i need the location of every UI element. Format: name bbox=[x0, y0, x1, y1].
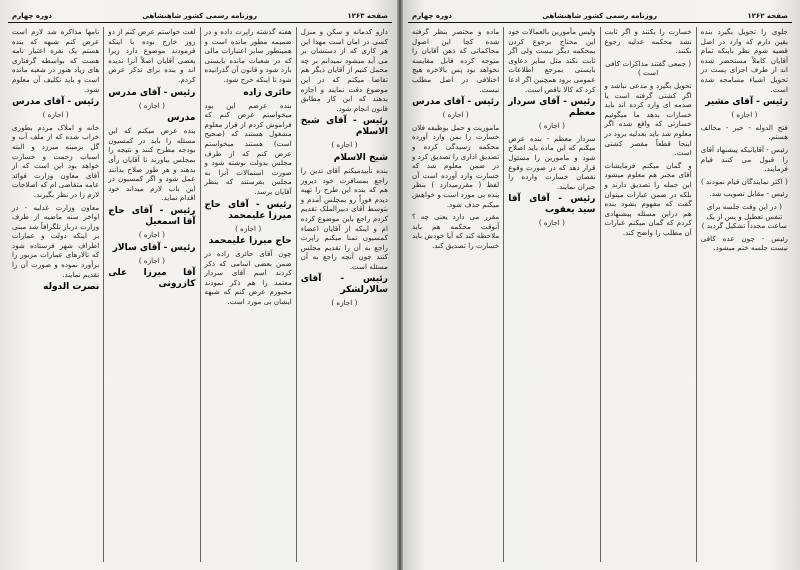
parenthetical-note: ( اجازه ) bbox=[442, 110, 469, 120]
paragraph: خسارت را بکنند و اگر ثابت نشد محکمه عدلیه رجوع بکنند. bbox=[604, 27, 692, 56]
speaker-heading: رئیس - آقای مشیر bbox=[705, 97, 788, 108]
speaker-heading: رئیس - آقای مدرس bbox=[108, 87, 196, 98]
page-columns bbox=[408, 27, 792, 562]
speaker-heading: رئیس - آقای سالارلشکر bbox=[300, 274, 388, 296]
speaker-heading: رئیس - آقای مدرس bbox=[412, 97, 500, 108]
page-number: صفحه ۱۲۶۳ bbox=[347, 12, 388, 20]
paragraph: سردار معظم - بنده عرض میکنم که این ماده باید اصلاح شود و مامورین را مسئول قرار دهد که در صورت وقوع نقصان خسارت وارده را جبران نمایند. bbox=[508, 133, 596, 191]
speaker-heading: شیخ الاسلام bbox=[333, 152, 388, 163]
speaker-heading: رئیس - آقای حاج میرزا علیمحمد bbox=[204, 199, 292, 221]
speaker-heading: رئیس - آقای حاج آقا اسمعیل bbox=[108, 205, 196, 227]
speaker-heading: رئیس - آقای سردار معظم bbox=[508, 97, 596, 119]
speaker-heading: نصرت الدوله bbox=[43, 282, 100, 293]
newspaper-title: روزنامه رسمی کشور شاهنشاهی bbox=[142, 12, 258, 20]
speaker-heading: حاج میرزا علیمحمد bbox=[208, 236, 292, 247]
paragraph: ماده و مختصر بنظر گرفته شده کجا این اصول محاکماتی که ذهن آقایان را متوجه کرده قابل مقایسه نخواهد بود پس بالاخره هیچ اختلافی در اصل مطلب نیست. bbox=[412, 27, 500, 94]
parenthetical-note: ( اجازه ) bbox=[138, 229, 165, 239]
parenthetical-note: ( اجازه ) bbox=[138, 255, 165, 265]
parenthetical-note: ( اجازه ) bbox=[42, 110, 69, 120]
parenthetical-note: ( اجازه ) bbox=[538, 218, 565, 228]
paragraph: معاون وزارت عدلیه - در اواخر سنه ماضیه از طرف وزارت دربار تلگرافاً شد مبنی بر اینکه دولت و عمارات اطراف شهر فرستاده شود که تالارهای عمارات مزبور را برآورد نموده و صورت آن را تقدیم نمایند. bbox=[12, 202, 100, 279]
parenthetical-note: ( اکثر نمایندگان قیام نمودند ) bbox=[700, 176, 788, 186]
page-header bbox=[408, 6, 792, 23]
paragraph: فتح الدوله - خیر - مخالف هستم. bbox=[700, 122, 788, 142]
text-column bbox=[503, 27, 599, 562]
parenthetical-note: ( اجازه ) bbox=[538, 121, 565, 131]
paragraph: ولیس مأمورین بالعمالات خود این محتاج برجوع کردن بمحکمه دیگر نیست ولی اگر ثابت نکند مثل سایر دعاوی بایستی بمرجع اطلاعات عمومی برود همچنین اگر ادعا کرد که کالا ناقص است. bbox=[508, 27, 596, 94]
paragraph: نامها مذاکره شد لازم است عرض کنم شبهه که بنده هستم یک نفره اعتبار نامه هست که بواسطه گرفتاری های زیاد هنوز در شعبه مانده است و باید تکلیف آن معلوم شود. bbox=[12, 27, 100, 94]
speaker-heading: رئیس - آقای شیخ الاسلام bbox=[300, 116, 388, 138]
text-column bbox=[408, 27, 503, 562]
text-column bbox=[600, 27, 696, 562]
paragraph: و گمان میکنم فرمایشات آقای مخبر هم معلوم میشود این جمله را تصدیق دارند و بلکه در ضمن عبارات میتوان گفت که مفهوم بشود بنده هم دراین مسئله پیشنهادی کردم که گمان میکنم عبارات آن مطلب را واضح کند. bbox=[604, 160, 692, 237]
speaker-heading: مدرس bbox=[167, 113, 196, 124]
parenthetical-note: ( در این وقت جلسه برای تنفس تعطیل و پس از یک ساعت مجدداً تشکیل گردید ) bbox=[701, 201, 788, 231]
page-right bbox=[400, 0, 800, 570]
speaker-heading: رئیس - آقای مدرس bbox=[12, 97, 100, 108]
paragraph: بنده عرض میکنم که این مسئله را باید در کمسیون بودجه مطرح کنند و نتیجه را بمجلس بیاورند تا آقایان رأی بدهند و هر طور صلاح بدانند عمل شود و اگر کمسیون در این باب لازم میداند خود اقدام نماید. bbox=[108, 126, 196, 203]
text-column bbox=[103, 27, 199, 562]
paragraph: رئیس - مقابل تصویب شد. bbox=[709, 189, 788, 199]
paragraph: رئیس - آقایانیکه پیشنهاد آقای را قبول می کنند قیام فرمایند. bbox=[700, 144, 788, 174]
speaker-heading: حائری زاده bbox=[243, 87, 292, 98]
paragraph: هفته گذشته راپرت داده و در ضمیمه مطور مانده است و همینطور سایر اعتبارات مالی که در شعبات مانده بایستی بارد شود و قانون آن گذرانیده شود تا اینکه خرج شود. bbox=[204, 27, 292, 84]
parenthetical-note: ( اجازه ) bbox=[331, 298, 358, 308]
page-header bbox=[8, 6, 392, 23]
paragraph: جلوی را تحویل بگیرد بنده یقین دارم که وارد در اصل قضیه شوم نظر باینکه تمام آقایان کاملاً مستحضر شده اند از طرف اجزای پست در تحویل اشیاء مسامحه شده است. bbox=[700, 27, 788, 94]
period-label: دوره چهارم bbox=[12, 12, 52, 20]
page-number: صفحه ۱۲۶۲ bbox=[747, 12, 788, 20]
paragraph: رئیس - چون عده کافی نیست جلسه ختم میشود. bbox=[700, 233, 788, 253]
parenthetical-note: ( جمعی گفتند مذاکرات کافی است ) bbox=[605, 58, 692, 78]
newspaper-title: روزنامه رسمی کشور شاهنشاهی bbox=[542, 12, 658, 20]
paragraph: بنده تأییدمیکنم آقای تدین را راجع بمسافرت خود دیروز هم که بنده این طرح را تهیه دیدم فوراً رو بمجلس آمدم و بتوسط آقای دبیرالملک تقدیم کردم راجع باین موضوع کرده ام و اینکه از آقایان اعضاء کمسیون تمنا میکنم راپرت راجع به آن را تقدیم مجلس کنند چون آنچه راجع به آن مسئله است. bbox=[300, 165, 388, 271]
paragraph: دارو کدمانه و سکن و منزل کسی در امان است مهذا این هر کاری که از دستشان بر می آید میشود نمیدانم بر چه محمل کنیم از آقایان دیگر هم تقاضا میکنم که در این موضوع دقت نمایند و اجازه بدهند که این کار مطابق قانون انجام شود. bbox=[300, 27, 388, 113]
paragraph: مقرر می دارد یعنی چه ؟ آنوقت محکمه هم باید ملاحظه کند که آیا خودش باید خسارت را تصدیق کند. bbox=[412, 212, 500, 250]
parenthetical-note: ( اجازه ) bbox=[731, 110, 758, 120]
paragraph: تحویل بگیرد و مدعی نباشد و اگر کشتی گرفته است یا صدمه ای وارد کرده اند باید خسارات بدهد ما میگوئیم خسارتی که واقع شده اگر معلوم شد باید بعدلیه برود در اینجا قطعاً مقصر کشتی است. bbox=[604, 80, 692, 158]
text-column bbox=[696, 27, 792, 562]
paragraph: چون آقای حائری زاده در ضمن بعضی اسامی که ذکر کردند اسم آقای سردار معتمد را هم ذکر نمودند مجبورم عرض کنم که شبهه ایشان بی مورد است. bbox=[204, 249, 292, 307]
text-column bbox=[296, 27, 392, 562]
paragraph: خانه و املاک مردم بطوری خراب شده که از ملف آب و گل بزمینه میرزد و البته اسباب زحمت و خسارت خواهد بود این است که از آقای معاون وزارت فوائد عامه متقاضی ام که اصلاحات لازم را در نظر بگیرند. bbox=[12, 122, 100, 199]
parenthetical-note: ( اجازه ) bbox=[235, 223, 262, 233]
speaker-heading: رئیس - آقای آقا سید یعقوب bbox=[508, 194, 596, 216]
speaker-heading: آقا میرزا علی کازرونی bbox=[108, 268, 196, 290]
page-gutter bbox=[397, 0, 403, 570]
speaker-heading: رئیس - آقای سالار bbox=[112, 242, 196, 253]
text-column bbox=[8, 27, 103, 562]
text-column bbox=[200, 27, 296, 562]
page-columns bbox=[8, 27, 392, 562]
parenthetical-note: ( اجازه ) bbox=[331, 140, 358, 150]
paragraph: لغت خواستم عرض کنم از دو روز خارج بوده با اینکه فرمودند موضوع دارد زیرا بعضی آقایان اصلاً آنرا ندیده اند و بنده برای تذکر عرض کردم. bbox=[108, 27, 196, 84]
paragraph: بنده عرضم این بود میخواستم عرض کنم که فراموش کردم از قرار معلوم مشغول هستند که (صحیح است) هستند میخواستم عرض کنم که از طرف مجلس بدولت نوشته شود و صورت استمالات آنرا به مجلس بفرستند که بنظر آقایان برسد. bbox=[204, 100, 292, 196]
parenthetical-note: ( اجازه ) bbox=[138, 100, 165, 110]
paragraph: ماموریت و حمل بوظیفه فلان خسارت را بمن وارد آورده محکمه رسیدگی کرده و تصدیق اداری را تصدیق کرد و در ضمن معلوم شد که خسارت وارد آورده است آن لفظ ( مقررمیدارد ) بنظر بنده بی مورد است و خواهش میکنم حذف شود. bbox=[412, 122, 500, 209]
period-label: دوره چهارم bbox=[412, 12, 452, 20]
